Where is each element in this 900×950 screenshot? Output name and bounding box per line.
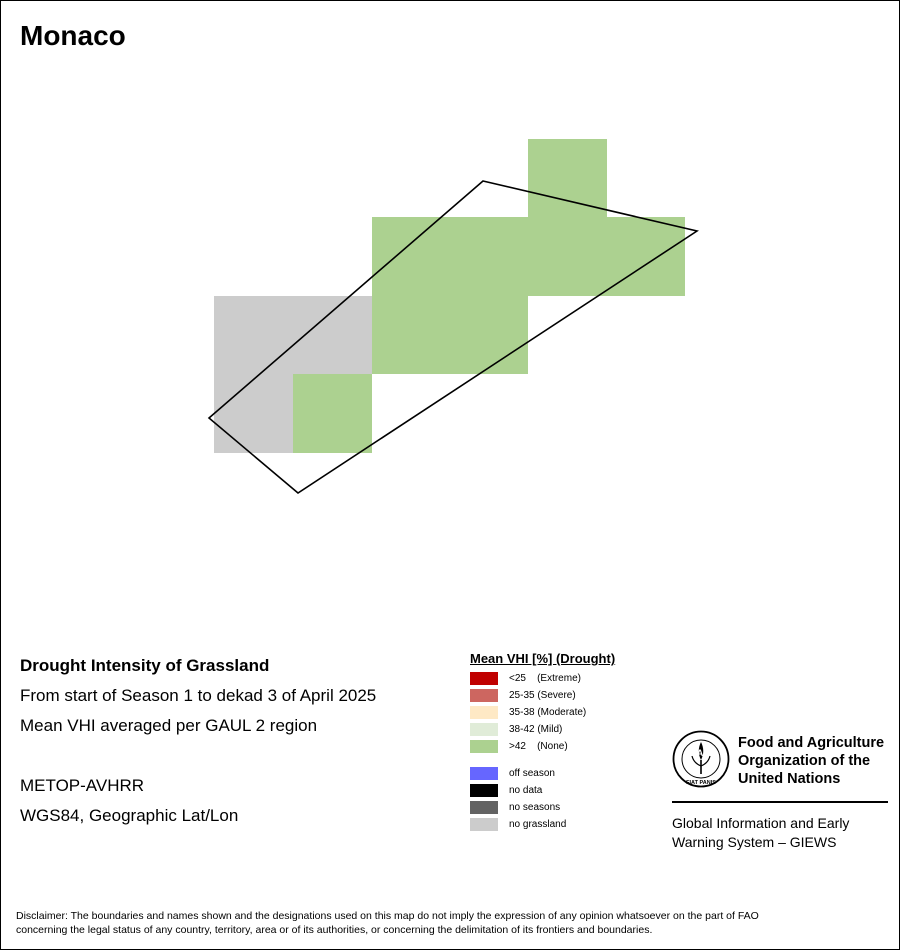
giews-line: Warning System – GIEWS xyxy=(672,834,837,850)
legend-label: no grassland xyxy=(509,819,567,830)
legend-label: no data xyxy=(509,785,543,796)
fao-divider xyxy=(672,801,888,803)
legend-label: 35-38 (Moderate) xyxy=(509,707,587,718)
legend-item-no-grassland xyxy=(470,818,615,835)
legend-swatch xyxy=(470,689,498,702)
info-sensor: METOP-AVHRR xyxy=(20,776,145,795)
info-projection: WGS84, Geographic Lat/Lon xyxy=(20,806,239,825)
legend-swatch xyxy=(470,740,498,753)
legend-label: >42 (None) xyxy=(509,741,568,752)
legend-swatch xyxy=(470,672,498,685)
legend-title: Mean VHI [%] (Drought) xyxy=(470,651,616,666)
map-info xyxy=(20,656,376,826)
map-title: Monaco xyxy=(20,20,126,51)
legend-item-mild xyxy=(470,723,615,740)
pixel-none xyxy=(372,217,528,374)
legend-swatch xyxy=(470,784,498,797)
legend-item-no-seasons xyxy=(470,801,615,818)
legend-swatch xyxy=(470,801,498,814)
legend-item-severe xyxy=(470,689,615,706)
pixel-none xyxy=(528,139,607,296)
legend-item-no-data xyxy=(470,784,615,801)
legend-label: off season xyxy=(509,768,555,779)
info-method: Mean VHI averaged per GAUL 2 region xyxy=(20,716,318,735)
legend-item-extreme xyxy=(470,672,615,689)
fao-logo-motto: FIAT PANIS xyxy=(686,780,716,786)
legend xyxy=(470,651,615,835)
fao-name-line: Organization of the xyxy=(738,753,871,769)
info-period: From start of Season 1 to dekad 3 of April 2025 xyxy=(20,686,377,705)
disclaimer-line: concerning the legal status of any country, territory, area or of its authorities, or concerning the delimitation of its frontiers and boundaries. xyxy=(16,924,653,936)
legend-swatch xyxy=(470,767,498,780)
fao-name-line: United Nations xyxy=(738,771,841,787)
legend-swatch xyxy=(470,818,498,831)
legend-gap xyxy=(470,757,615,767)
legend-item-none xyxy=(470,740,615,757)
info-map-subject: Drought Intensity of Grassland xyxy=(20,656,270,675)
fao-name-line: Food and Agriculture xyxy=(738,735,885,751)
legend-label: no seasons xyxy=(509,802,561,813)
legend-item-off-season xyxy=(470,767,615,784)
legend-swatch xyxy=(470,706,498,719)
pixel-none xyxy=(607,217,685,296)
fao-organization-name xyxy=(738,734,888,788)
legend-label: 25-35 (Severe) xyxy=(509,690,576,701)
fao-logo-icon xyxy=(672,730,730,788)
disclaimer-line: Disclaimer: The boundaries and names shown and the designations used on this map do not imply the expression of any opinion whatsoever on the part of FAO xyxy=(16,910,759,922)
pixel-none xyxy=(293,374,372,453)
giews-line: Global Information and Early xyxy=(672,815,850,831)
legend-item-moderate xyxy=(470,706,615,723)
disclaimer xyxy=(16,909,886,937)
legend-label: 38-42 (Mild) xyxy=(509,724,563,735)
fao-logo-text: FAO xyxy=(691,748,711,758)
legend-swatch xyxy=(470,723,498,736)
legend-label: <25 (Extreme) xyxy=(509,673,581,684)
giews-name xyxy=(672,814,888,852)
grassland-pixels xyxy=(214,139,685,453)
